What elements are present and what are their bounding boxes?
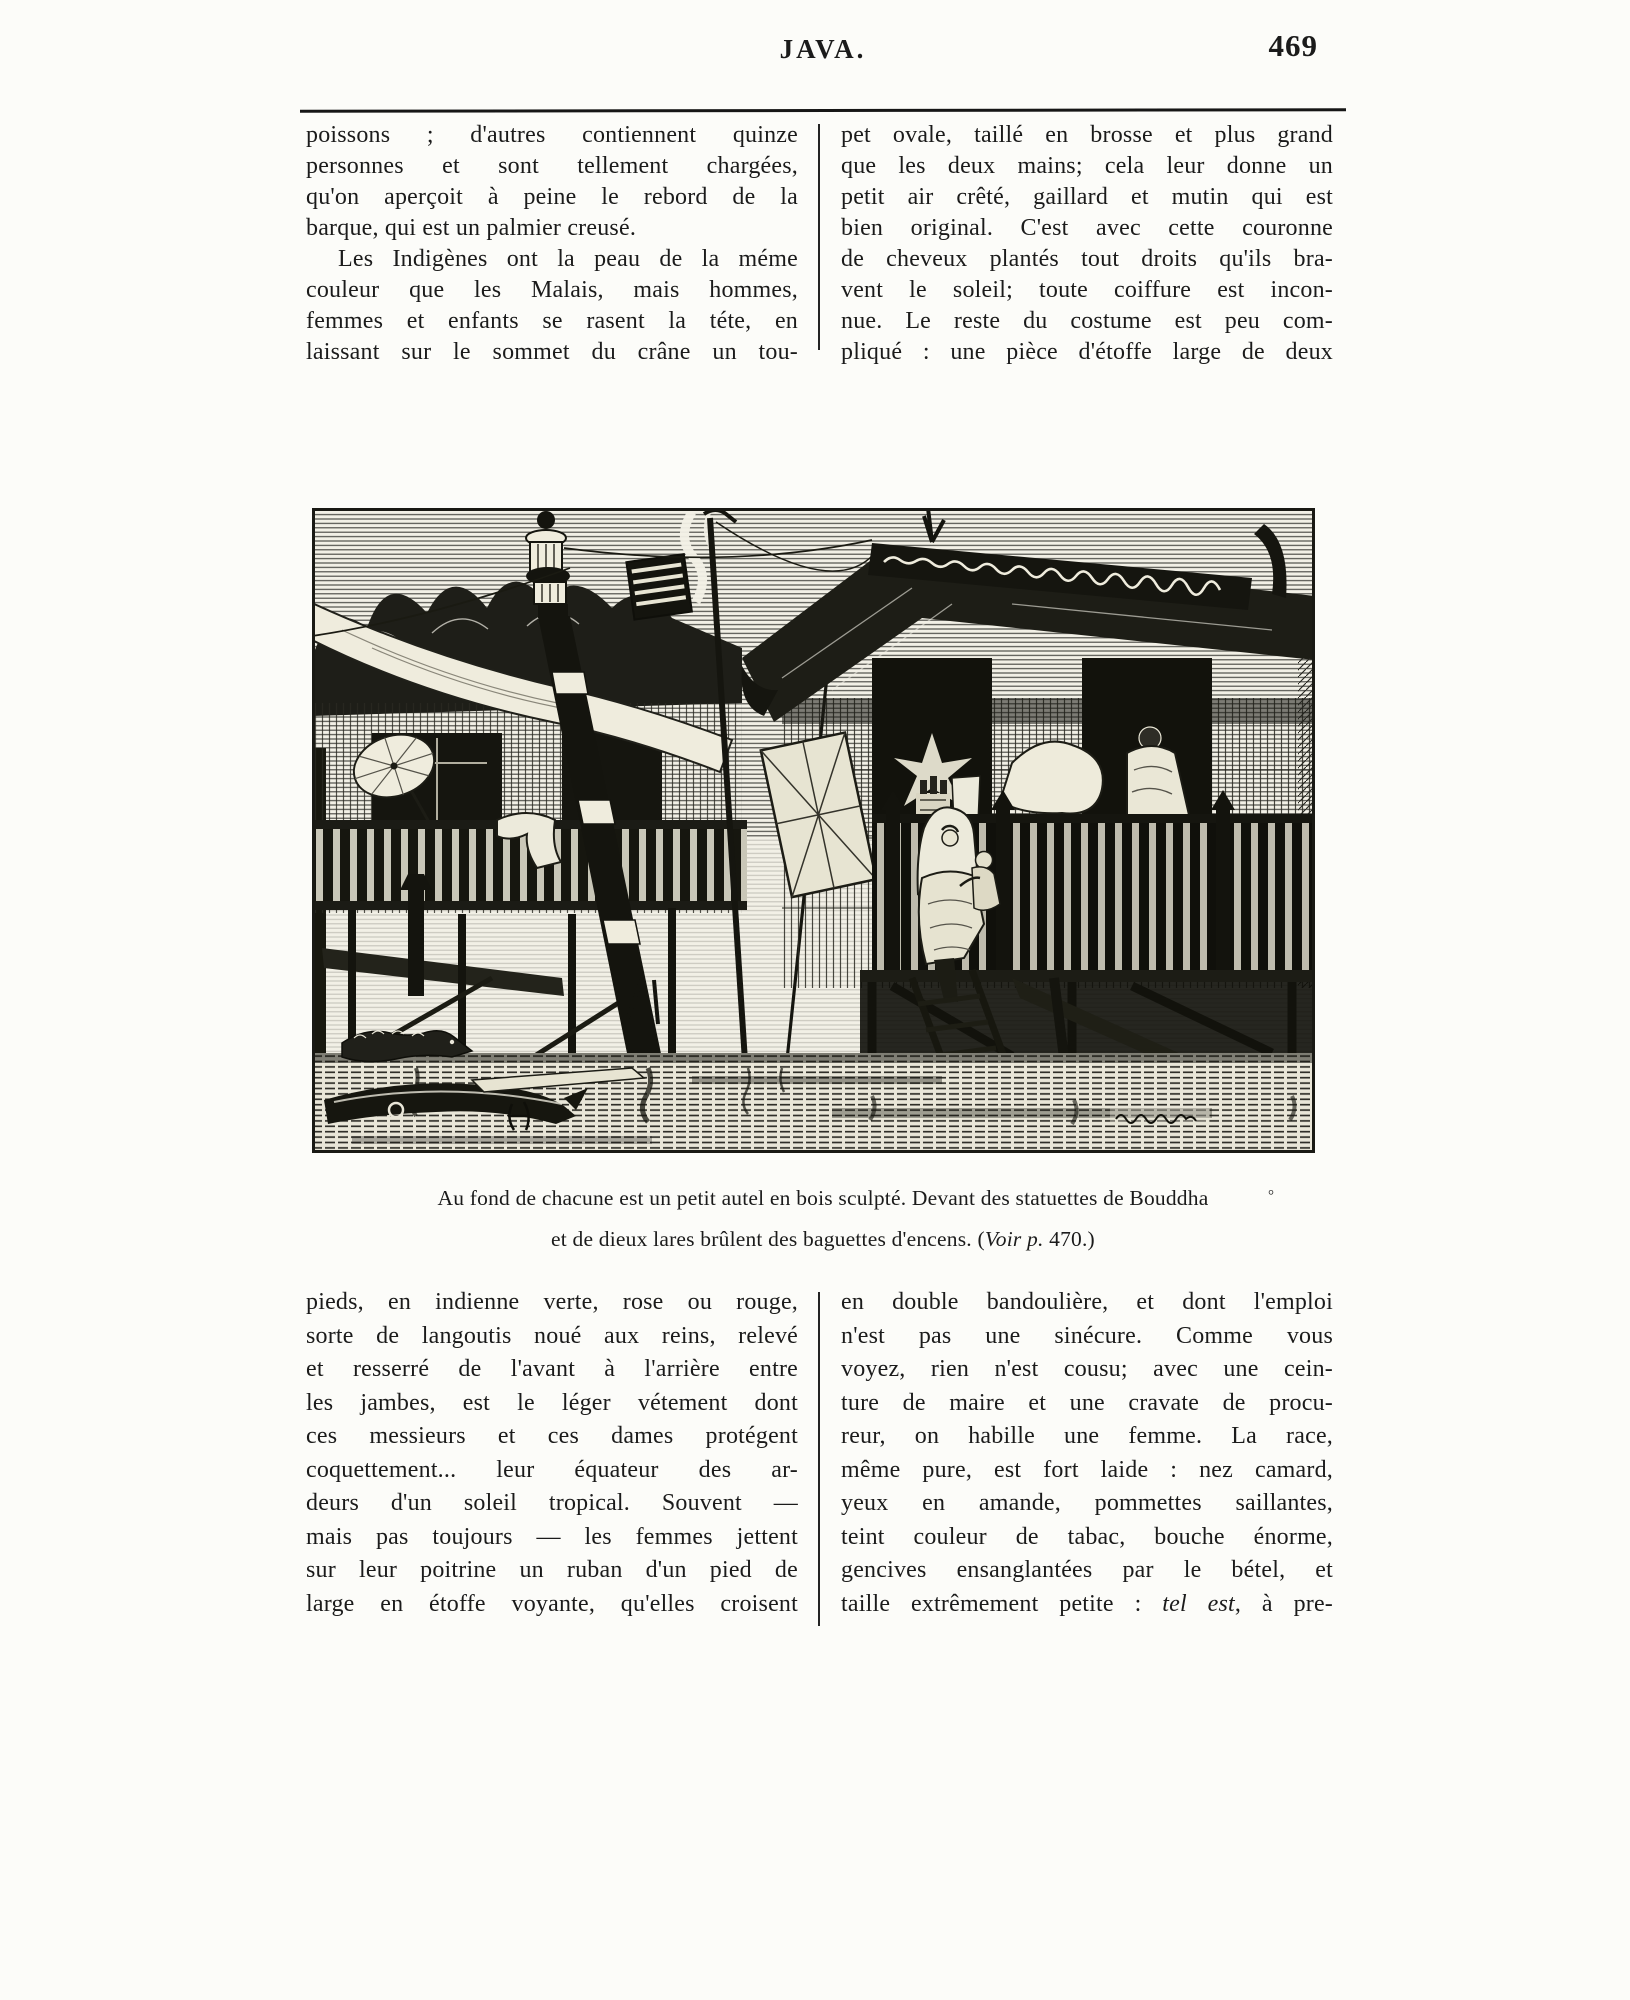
illustration-caption: [306, 1178, 1340, 1260]
text-line: personnes et sont tellement chargées,: [306, 153, 798, 179]
text-line: gencives ensanglantées par le bétel, et: [841, 1557, 1333, 1583]
text-line: et resserré de l'avant à l'arrière entre: [306, 1356, 798, 1382]
text-line: en double bandoulière, et dont l'emploi: [841, 1289, 1333, 1315]
porch-floor-edge: [860, 970, 1315, 982]
page-number: 469: [1268, 28, 1318, 63]
text-line: coquettement... leur équateur des ar-: [306, 1456, 798, 1483]
italic-text: Voir p.: [984, 1227, 1044, 1251]
crocodile: [342, 1031, 472, 1062]
text-line: que les deux mains; cela leur donne un: [841, 153, 1333, 179]
italic-text: tel est: [1162, 1590, 1235, 1617]
text-line: même pure, est fort laide : nez camard,: [841, 1456, 1333, 1483]
text-line: les jambes, est le léger vétement dont: [306, 1389, 798, 1416]
text-line: Au fond de chacune est un petit autel en bois sculpté. Devant des statuettes de Bouddha: [437, 1186, 1209, 1210]
column-divider-bottom: [818, 1292, 820, 1626]
top-right-column: [841, 120, 1333, 368]
text-line: nue. Le reste du costume est peu com-: [841, 308, 1333, 334]
text-line: deurs d'un soleil tropical. Souvent —: [306, 1490, 798, 1516]
text-line: Les Indigènes ont la peau de la méme: [338, 246, 798, 272]
text-line: barque, qui est un palmier creusé.: [306, 215, 637, 241]
text-segment: , à pre-: [1234, 1590, 1334, 1617]
text-line: qu'on aperçoit à peine le rebord de la: [306, 184, 798, 210]
text-line: femmes et enfants se rasent la téte, en: [306, 308, 798, 334]
text-line: poissons ; d'autres contiennent quinze: [306, 122, 798, 148]
text-line: ces messieurs et ces dames protégent: [306, 1423, 798, 1449]
text-line: pet ovale, taillé en brosse et plus grand: [841, 122, 1333, 148]
engraving-svg: [312, 508, 1315, 1153]
running-head: [306, 28, 1340, 74]
text-line: laissant sur le sommet du crâne un tou-: [306, 339, 798, 365]
text-line: couleur que les Malais, mais hommes,: [306, 277, 798, 303]
text-line: bien original. C'est avec cette couronne: [841, 215, 1333, 241]
page-title: JAVA.: [779, 34, 867, 64]
text-line: de cheveux plantés tout droits qu'ils bra-: [841, 246, 1333, 272]
text-line: reur, on habille une femme. La race,: [841, 1423, 1333, 1449]
column-divider-top: [818, 124, 820, 350]
text-segment: 470.): [1043, 1227, 1095, 1251]
top-left-column: [306, 120, 798, 368]
text-line: sorte de langoutis noué aux reins, relevé: [306, 1322, 798, 1349]
header-rule: [300, 108, 1346, 112]
text-line: [306, 1219, 1340, 1260]
text-line: yeux en amande, pommettes saillantes,: [841, 1490, 1333, 1516]
bottom-right-column: [841, 1286, 1333, 1621]
bottom-left-column: [306, 1286, 798, 1621]
text-line: ture de maire et une cravate de procu-: [841, 1389, 1333, 1416]
child-head: [976, 852, 993, 869]
text-segment: taille extrêmement petite :: [841, 1590, 1163, 1617]
text-line: teint couleur de tabac, bouche énorme,: [841, 1523, 1333, 1550]
text-line: petit air crêté, gaillard et mutin qui est: [841, 184, 1333, 210]
margin-mark: °: [1268, 1188, 1274, 1204]
text-segment: et de dieux lares brûlent des baguettes d'encens. (: [551, 1227, 985, 1251]
text-line: large en étoffe voyante, qu'elles croisent: [306, 1590, 798, 1617]
text-line: pieds, en indienne verte, rose ou rouge,: [306, 1289, 798, 1315]
text-line: voyez, rien n'est cousu; avec une cein-: [841, 1356, 1333, 1382]
text-line: pliqué : une pièce d'étoffe large de deux: [841, 339, 1333, 365]
engraving-illustration: [312, 508, 1315, 1153]
text-line: sur leur poitrine un ruban d'un pied de: [306, 1557, 798, 1583]
text-line: n'est pas une sinécure. Comme vous: [841, 1322, 1333, 1349]
text-line: mais pas toujours — les femmes jettent: [306, 1523, 798, 1550]
engraver-signature: [1110, 1108, 1210, 1125]
text-line: vent le soleil; toute coiffure est incon-: [841, 277, 1333, 303]
slatted-crate: [626, 554, 692, 620]
text-line: [841, 1588, 1333, 1622]
